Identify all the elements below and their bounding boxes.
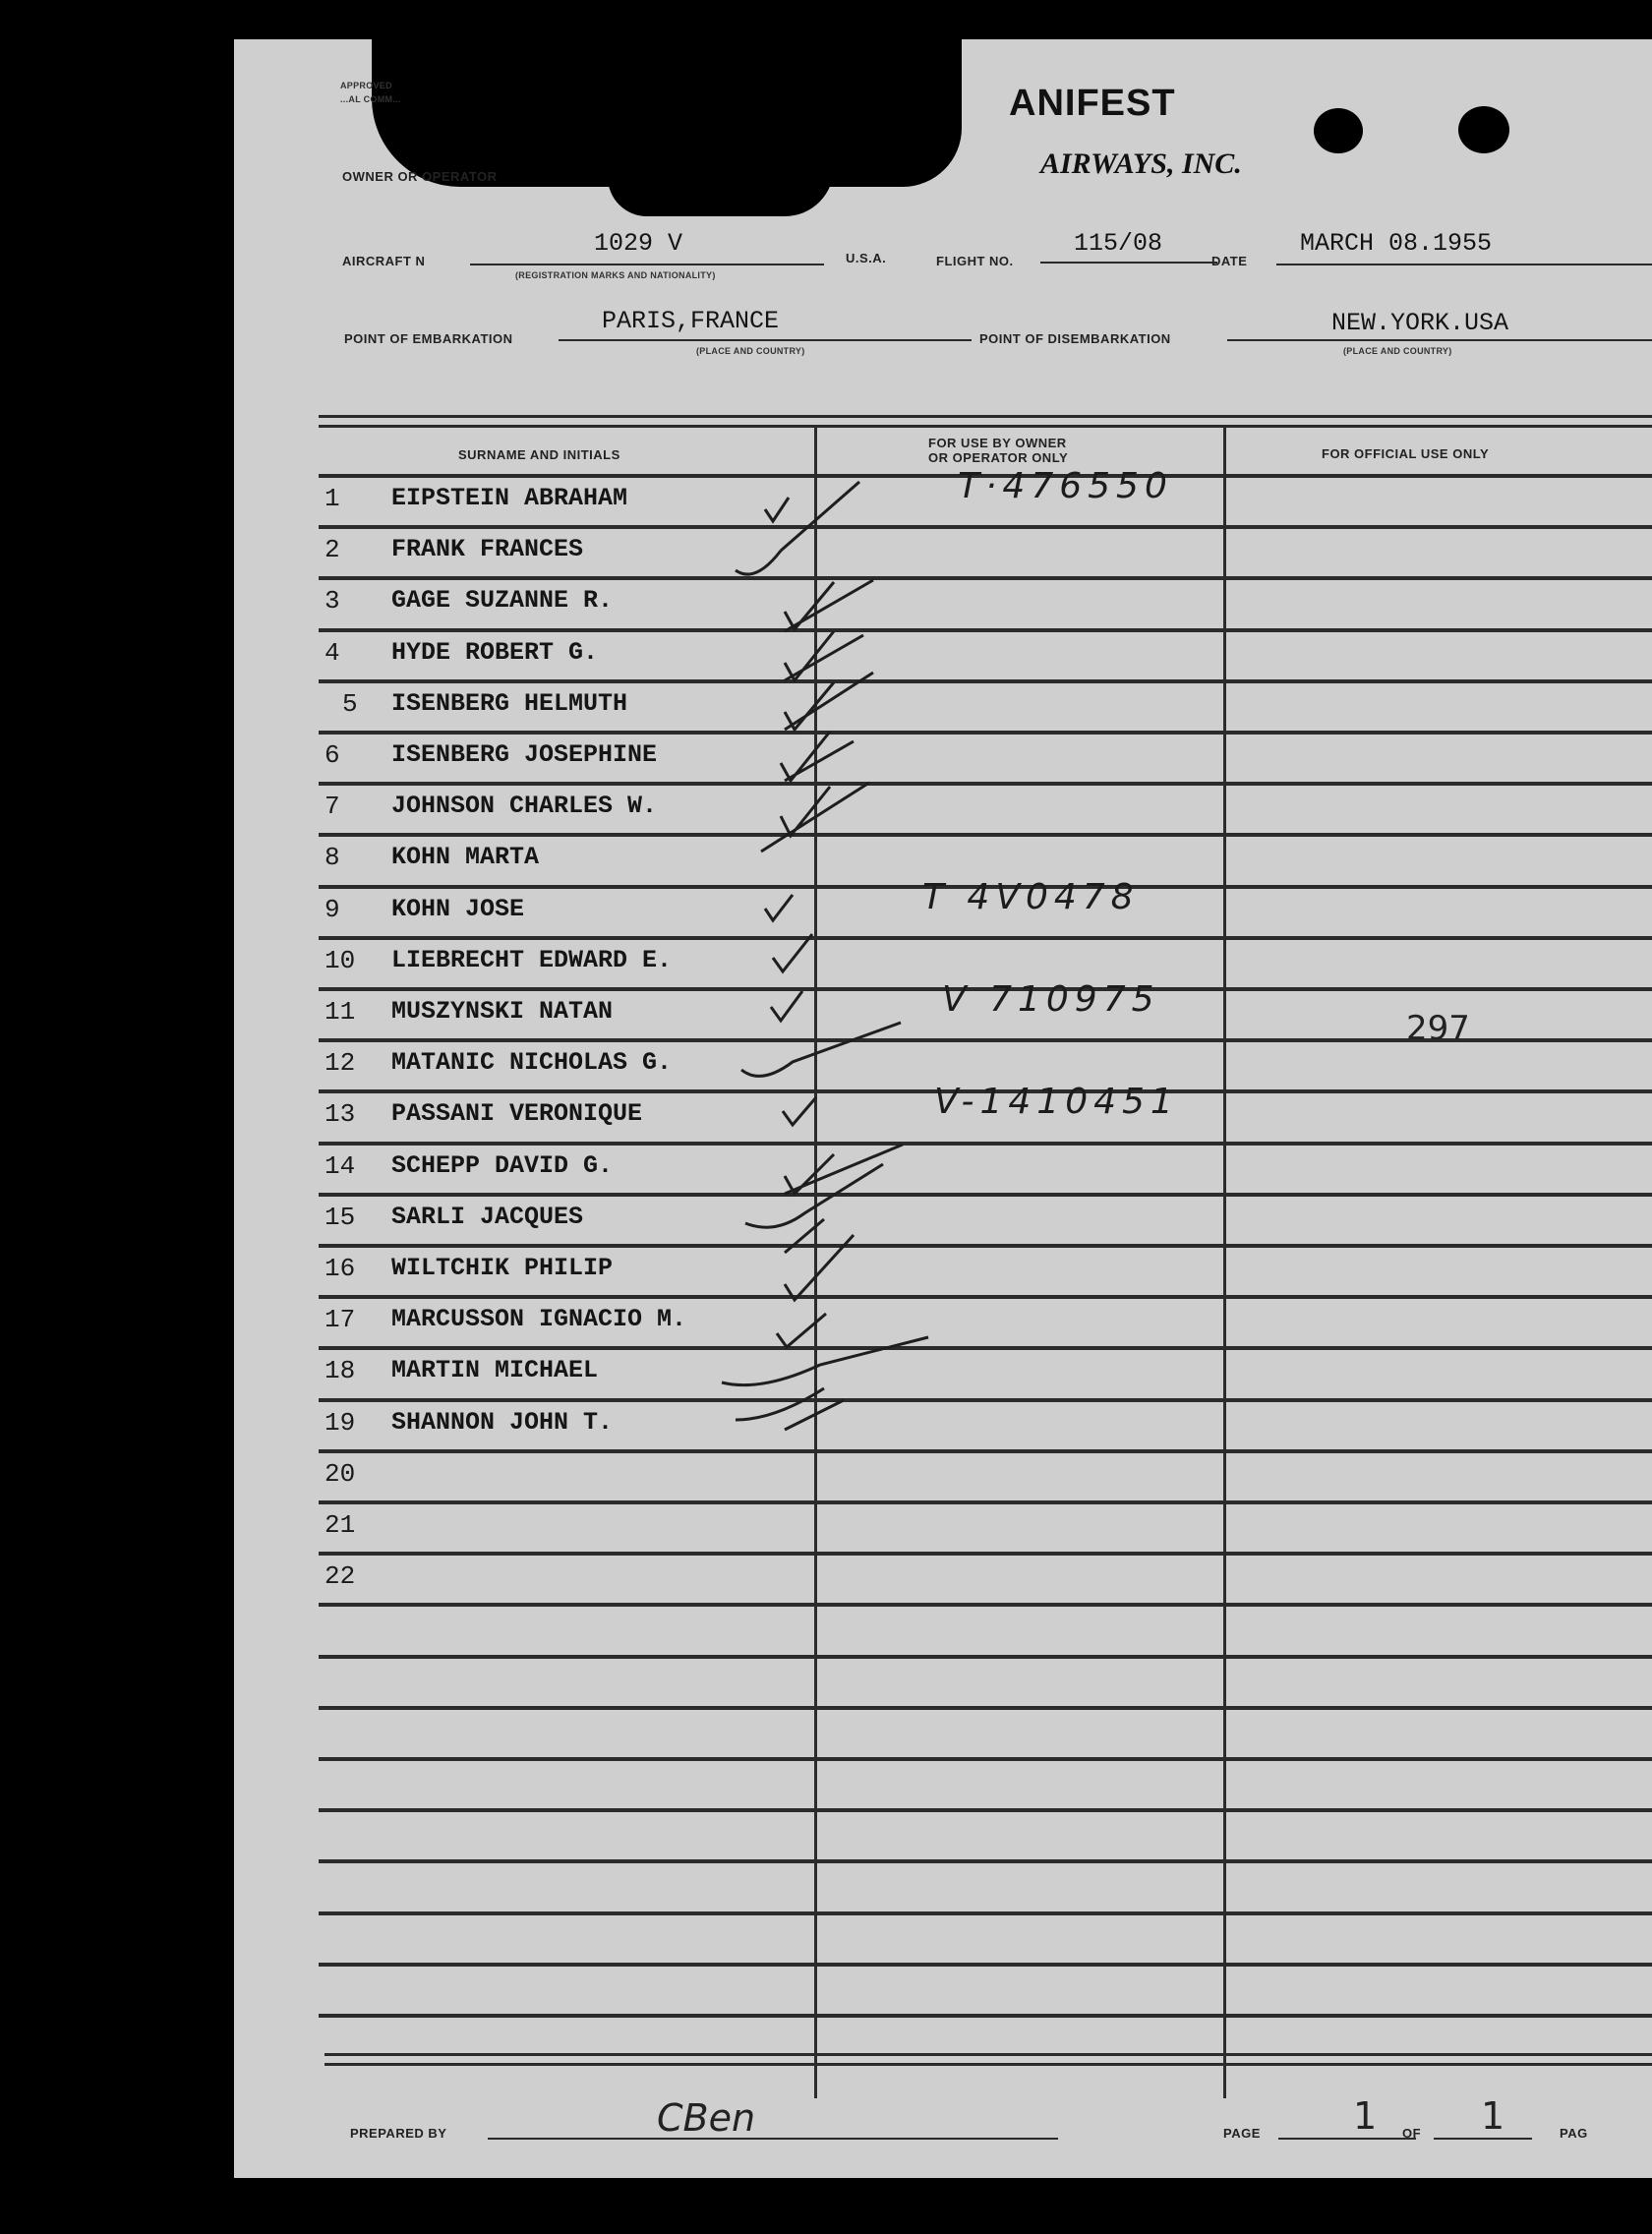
passenger-name: MARTIN MICHAEL bbox=[391, 1356, 599, 1384]
check-mark bbox=[745, 1164, 883, 1253]
flight-label: FLIGHT NO. bbox=[936, 254, 1014, 268]
row-number: 3 bbox=[324, 586, 340, 616]
embark-label: POINT OF EMBARKATION bbox=[344, 331, 513, 346]
col-owner-header-1: FOR USE BY OWNER bbox=[928, 436, 1067, 450]
passport-note: V 710975 bbox=[942, 979, 1160, 1020]
passenger-name: EIPSTEIN ABRAHAM bbox=[391, 484, 628, 512]
row-number: 21 bbox=[324, 1510, 356, 1540]
check-mark bbox=[736, 1388, 844, 1430]
aircraft-value: 1029 V bbox=[594, 229, 683, 258]
passenger-name: PASSANI VERONIQUE bbox=[391, 1099, 643, 1128]
check-mark bbox=[783, 1097, 816, 1125]
passport-note: T 4V0478 bbox=[922, 877, 1140, 917]
passenger-name: MARCUSSON IGNACIO M. bbox=[391, 1305, 687, 1333]
row-number: 8 bbox=[324, 843, 340, 872]
check-mark bbox=[785, 673, 873, 730]
check-mark bbox=[736, 482, 859, 574]
of-label: OF bbox=[1402, 2126, 1422, 2141]
passport-note: V-1410451 bbox=[934, 1082, 1179, 1122]
row-number: 1 bbox=[324, 484, 340, 513]
col-owner-header-2: OR OPERATOR ONLY bbox=[928, 450, 1069, 465]
embark-value: PARIS,FRANCE bbox=[602, 307, 780, 335]
prepared-line bbox=[488, 2138, 1058, 2140]
row-number: 7 bbox=[324, 792, 340, 821]
passenger-name: SHANNON JOHN T. bbox=[391, 1408, 614, 1437]
row-number: 12 bbox=[324, 1048, 356, 1078]
passenger-name: WILTCHIK PHILIP bbox=[391, 1254, 614, 1282]
row-number: 9 bbox=[324, 895, 340, 924]
signature: CBen bbox=[657, 2096, 756, 2140]
passenger-name: ISENBERG HELMUTH bbox=[391, 689, 628, 718]
row-number: 15 bbox=[324, 1203, 356, 1232]
col-name-header: SURNAME AND INITIALS bbox=[458, 447, 620, 462]
row-number: 6 bbox=[324, 740, 340, 770]
passenger-name: SARLI JACQUES bbox=[391, 1203, 584, 1231]
of-line bbox=[1434, 2138, 1532, 2140]
official-use-number: 297 bbox=[1406, 1009, 1470, 1048]
table-bottom-rule bbox=[324, 2053, 1652, 2056]
passenger-name: SCHEPP DAVID G. bbox=[391, 1151, 614, 1180]
passenger-name: JOHNSON CHARLES W. bbox=[391, 792, 658, 820]
approved-stamp: APPROVED bbox=[340, 81, 392, 90]
col-official-header: FOR OFFICIAL USE ONLY bbox=[1322, 446, 1490, 461]
check-mark bbox=[765, 895, 793, 920]
date-value: MARCH 08.1955 bbox=[1300, 229, 1493, 258]
row-number: 22 bbox=[324, 1561, 356, 1591]
aircraft-label: AIRCRAFT N bbox=[342, 254, 426, 268]
check-mark bbox=[722, 1337, 928, 1385]
disembark-value: NEW.YORK.USA bbox=[1331, 309, 1509, 337]
of-value: 1 bbox=[1481, 2094, 1505, 2138]
owner-label: OWNER OR OPERATOR bbox=[342, 169, 498, 184]
row-number: 2 bbox=[324, 535, 340, 564]
check-mark bbox=[785, 631, 863, 680]
row-number: 20 bbox=[324, 1459, 356, 1489]
flight-value: 115/08 bbox=[1074, 229, 1163, 258]
check-mark bbox=[773, 934, 812, 971]
page-line bbox=[1278, 2138, 1416, 2140]
comm-stamp: ...AL COMM... bbox=[340, 94, 401, 104]
aircraft-sub: (REGISTRATION MARKS AND NATIONALITY) bbox=[515, 270, 716, 280]
passenger-name: GAGE SUZANNE R. bbox=[391, 586, 614, 615]
check-mark bbox=[771, 991, 802, 1021]
row-number: 13 bbox=[324, 1099, 356, 1129]
prepared-by-label: PREPARED BY bbox=[350, 2126, 447, 2141]
row-number: 14 bbox=[324, 1151, 356, 1181]
page-label: PAGE bbox=[1223, 2126, 1261, 2141]
check-mark bbox=[761, 783, 869, 852]
table-bottom-rule bbox=[324, 2063, 1652, 2066]
row-number: 18 bbox=[324, 1356, 356, 1385]
passenger-name: LIEBRECHT EDWARD E. bbox=[391, 946, 673, 974]
check-mark bbox=[765, 498, 789, 521]
passenger-name: MATANIC NICHOLAS G. bbox=[391, 1048, 673, 1077]
row-number: 16 bbox=[324, 1254, 356, 1283]
passport-note: T·476550 bbox=[958, 466, 1173, 506]
manifest-sheet bbox=[234, 39, 1652, 2178]
usa-label: U.S.A. bbox=[846, 251, 887, 265]
row-number: 5 bbox=[342, 689, 358, 719]
page-value: 1 bbox=[1353, 2094, 1378, 2138]
check-mark bbox=[785, 1145, 903, 1194]
passenger-name: KOHN MARTA bbox=[391, 843, 540, 871]
passenger-name: ISENBERG JOSEPHINE bbox=[391, 740, 658, 769]
row-number: 19 bbox=[324, 1408, 356, 1438]
row-number: 10 bbox=[324, 946, 356, 975]
passenger-name: MUSZYNSKI NATAN bbox=[391, 997, 614, 1026]
passenger-name: KOHN JOSE bbox=[391, 895, 525, 923]
row-number: 11 bbox=[324, 997, 356, 1027]
embark-sub: (PLACE AND COUNTRY) bbox=[696, 346, 805, 356]
date-label: DATE bbox=[1211, 254, 1248, 268]
check-mark bbox=[785, 580, 873, 631]
row-number: 17 bbox=[324, 1305, 356, 1334]
check-mark bbox=[781, 732, 854, 781]
disembark-sub: (PLACE AND COUNTRY) bbox=[1343, 346, 1452, 356]
disembark-label: POINT OF DISEMBARKATION bbox=[979, 331, 1171, 346]
check-mark bbox=[777, 1314, 826, 1347]
manifest-title: ANIFEST bbox=[1009, 83, 1176, 124]
passenger-name: HYDE ROBERT G. bbox=[391, 638, 599, 667]
check-mark bbox=[741, 1023, 901, 1076]
row-number: 4 bbox=[324, 638, 340, 668]
passenger-name: FRANK FRANCES bbox=[391, 535, 584, 563]
airline-name: AIRWAYS, INC. bbox=[1040, 147, 1242, 180]
page-label-partial: PAG bbox=[1560, 2126, 1588, 2141]
checkmarks bbox=[234, 39, 1652, 2178]
